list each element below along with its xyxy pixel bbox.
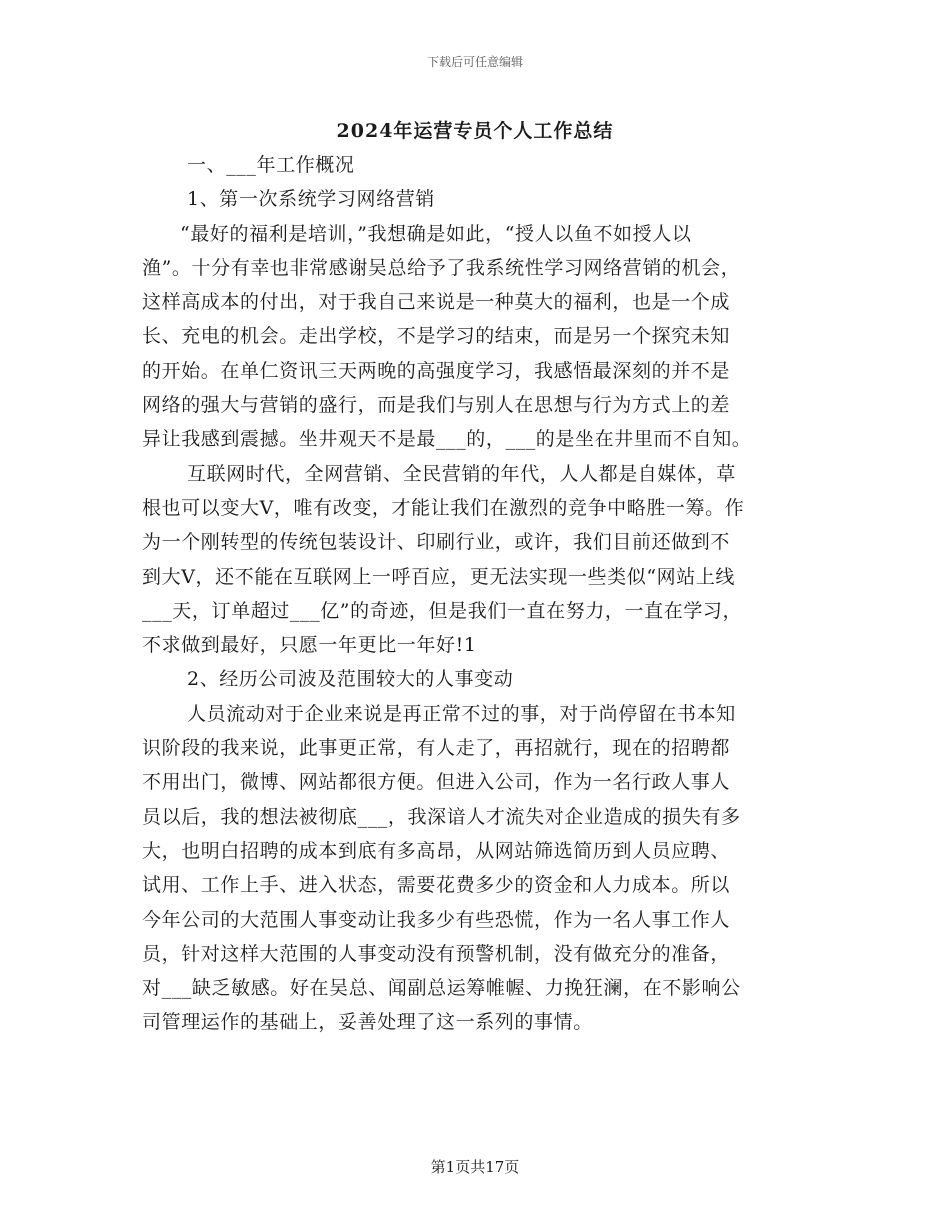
text-line: 互联网时代，全网营销、全民营销的年代，人人都是自媒体，草	[187, 462, 736, 485]
text-line: 到大V，还不能在互联网上一呼百应，更无法实现一些类似“网站上线	[142, 565, 736, 588]
text-line: 渔”。十分有幸也非常感谢吴总给予了我系统性学习网络营销的机会，	[142, 256, 741, 279]
text-line: 试用、工作上手、进入状态，需要花费多少的资金和人力成本。所以	[142, 874, 731, 897]
text-line: 这样高成本的付出，对于我自己来说是一种莫大的福利，也是一个成	[142, 291, 731, 314]
text-line: 识阶段的我来说，此事更正常，有人走了，再招就行，现在的招聘都	[142, 737, 731, 760]
text-line: 对___缺乏敏感。好在吴总、闻副总运筹帷幄、力挽狂澜，在不影响公	[142, 977, 741, 1000]
text-line: 司管理运作的基础上，妥善处理了这一系列的事情。	[142, 1011, 593, 1034]
text-line: 员，针对这样大范围的人事变动没有预警机制，没有做充分的准备，	[142, 942, 731, 965]
text-line: 异让我感到震撼。坐井观天不是最___的，___的是坐在井里而不自知。	[142, 428, 752, 451]
text-line: 人员流动对于企业来说是再正常不过的事，对于尚停留在书本知	[187, 702, 736, 725]
text-line: 不用出门，微博、网站都很方便。但进入公司，作为一名行政人事人	[142, 771, 731, 794]
document-body	[142, 148, 807, 1040]
text-line: ___天，订单超过___亿”的奇迹，但是我们一直在努力，一直在学习，	[142, 599, 743, 622]
text-line: 的开始。在单仁资讯三天两晚的高强度学习，我感悟最深刻的并不是	[142, 359, 731, 382]
text-line: 大，也明白招聘的成本到底有多高昂，从网站筛选简历到人员应聘、	[142, 839, 731, 862]
page-footer: 第1页共17页	[430, 1158, 520, 1176]
text-line: 员以后，我的想法被彻底___，我深谙人才流失对企业造成的损失有多	[142, 805, 741, 828]
text-line: 1、第一次系统学习网络营销	[187, 188, 435, 211]
text-line: 2、经历公司波及范围较大的人事变动	[187, 668, 514, 691]
text-line: “最好的福利是培训，”我想确是如此，“授人以鱼不如授人以	[180, 222, 692, 245]
text-line: 根也可以变大V，唯有改变，才能让我们在激烈的竞争中略胜一筹。作	[142, 496, 745, 519]
document-title: 2024年运营专员个人工作总结	[336, 120, 614, 142]
text-line: 一、___年工作概况	[187, 154, 355, 176]
text-line: 长、充电的机会。走出学校，不是学习的结束，而是另一个探究未知	[142, 325, 731, 348]
page-header: 下载后可任意编辑	[426, 55, 523, 69]
text-line: 为一个刚转型的传统包装设计、印刷行业，或许，我们目前还做到不	[142, 531, 731, 554]
text-line: 不求做到最好，只愿一年更比一年好!1	[142, 634, 477, 657]
text-line: 网络的强大与营销的盛行，而是我们与别人在思想与行为方式上的差	[142, 394, 731, 417]
text-line: 今年公司的大范围人事变动让我多少有些恐慌，作为一名人事工作人	[142, 908, 731, 931]
